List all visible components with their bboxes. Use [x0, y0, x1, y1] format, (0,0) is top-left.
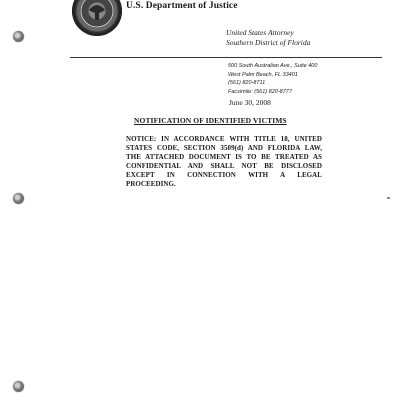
address-street: 500 South Australian Ave., Suite 400 [228, 63, 318, 69]
notice-line: STATES CODE, SECTION 3509(d) AND FLORIDA LAW, [126, 144, 322, 152]
notice-line: EXCEPT IN CONNECTION WITH A LEGAL [126, 171, 322, 179]
address-phone: (561) 820-8711 [228, 80, 266, 86]
address-fax: Facsimile: (561) 820-8777 [228, 88, 292, 95]
scan-speck [387, 197, 390, 199]
notice-line: THE ATTACHED DOCUMENT IS TO BE TREATED AS [126, 153, 322, 161]
office-title: United States Attorney [226, 28, 294, 37]
punch-hole-bottom [13, 381, 24, 392]
notice-line: NOTICE: IN ACCORDANCE WITH TITLE 18, UNITED [126, 135, 322, 143]
office-district: Southern District of Florida [226, 38, 311, 47]
punch-hole-middle [13, 193, 24, 204]
notice-line: CONFIDENTIAL AND SHALL NOT BE DISCLOSED [126, 162, 322, 170]
letter-date: June 30, 2008 [229, 98, 271, 107]
confidentiality-notice [126, 135, 322, 189]
letterhead-divider [70, 57, 382, 58]
punch-hole-top [13, 31, 24, 42]
agency-name: U.S. Department of Justice [126, 1, 238, 11]
doj-seal-icon [72, 0, 122, 36]
notice-line: PROCEEDING. [126, 180, 176, 188]
document-heading: NOTIFICATION OF IDENTIFIED VICTIMS [134, 116, 287, 125]
address-city: West Palm Beach, FL 33401 [228, 71, 298, 78]
address-block [228, 62, 317, 96]
office-block [226, 28, 310, 48]
